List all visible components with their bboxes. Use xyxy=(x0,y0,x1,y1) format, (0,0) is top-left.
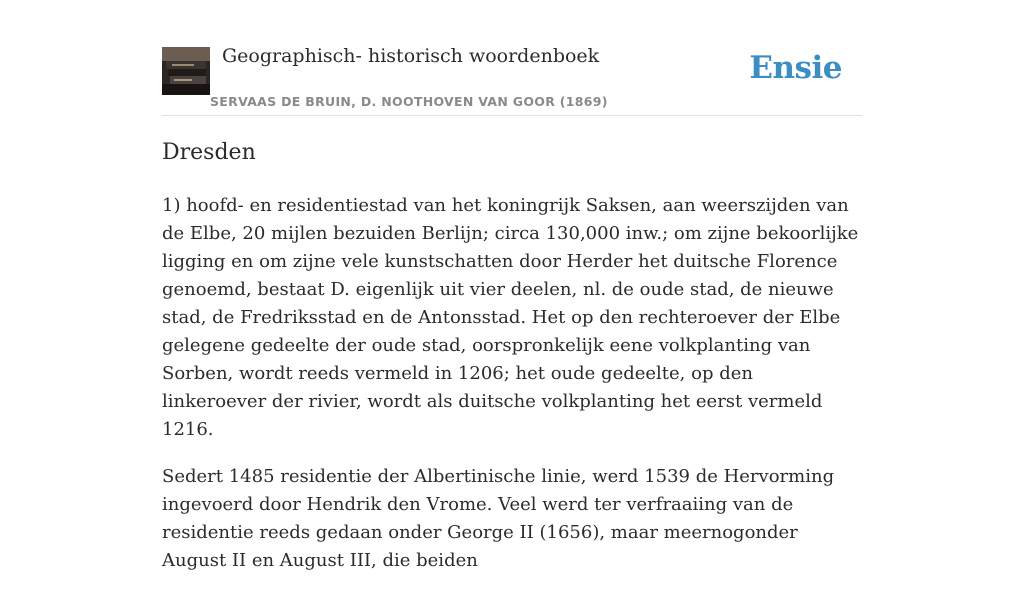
content-container xyxy=(162,0,862,571)
entry-paragraph: Sedert 1485 residentie der Albertinische linie, werd 1539 de Hervorming ingevoerd door Hendrik den Vrome. Veel werd ter verfraaiing van de residentie reeds gedaan onder George II (1656), maar meernogonder August II en August III, die beiden xyxy=(162,466,835,571)
ensie-logo-link[interactable]: Ensie xyxy=(749,50,842,86)
book-author: SERVAAS DE BRUIN, D. NOOTHOVEN VAN GOOR (1869) xyxy=(210,94,608,109)
book-title[interactable]: Geographisch- historisch woordenboek xyxy=(222,45,600,67)
book-avatar-icon[interactable] xyxy=(162,47,210,95)
book-avatar-image xyxy=(162,47,210,95)
entry-header xyxy=(162,0,862,116)
entry-body xyxy=(162,192,862,594)
entry-title: Dresden xyxy=(162,140,256,165)
entry-paragraph: 1) hoofd- en residentiestad van het koningrijk Saksen, aan weerszijden van de Elbe, 20 mijlen bezuiden Berlijn; circa 130,000 inw.; om zijne bekoorlijke ligging en om zijne vele kunstschatten door Herder het duitsche Florence genoemd, bestaat D. eigenlijk uit vier deelen, nl. de oude stad, de nieuwe stad, de Fredriksstad en de Antonsstad. Het op den rechteroever der Elbe gelegene gedeelte der oude stad, oorspronkelijk eene volkplanting van Sorben, wordt reeds vermeld in 1206; het oude gedeelte, op den linkeroever der rivier, wordt als duitsche volkplanting het eerst vermeld 1216. xyxy=(162,195,859,440)
